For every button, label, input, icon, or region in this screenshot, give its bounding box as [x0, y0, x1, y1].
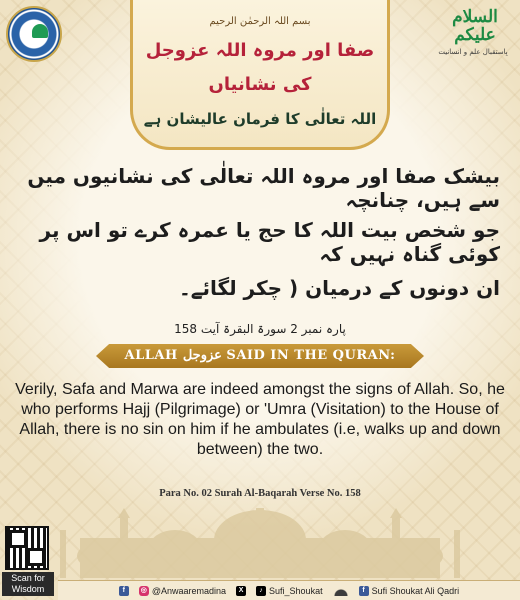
footer-item-facebook-page[interactable] [359, 586, 460, 596]
footer-item-tiktok[interactable] [256, 586, 323, 596]
madina-logo-seal [6, 6, 62, 62]
instagram-handle: @Anwaaremadina [151, 585, 227, 596]
urdu-verse-line-3: ان دونوں کے درمیان ( چکر لگائے۔ [179, 276, 500, 300]
tiktok-icon: ♪ [256, 586, 266, 596]
salaam-subtitle: بِاستقبال علم و انسانیت [438, 48, 508, 56]
english-reference: Para No. 02 Surah Al-Baqarah Verse No. 158 [159, 488, 361, 499]
salaam-logo: السلام علیکم [452, 7, 498, 45]
footer-item-facebook[interactable] [119, 586, 129, 596]
mosque-skyline [0, 508, 520, 578]
title-line-1: صفا اور مروہ اللہ عزوجل [145, 40, 375, 61]
quran-banner-text: ALLAH عزوجل SAID IN THE QURAN: [124, 348, 396, 363]
x-icon: X [236, 586, 246, 596]
footer-item-instagram[interactable] [139, 586, 226, 596]
qr-code[interactable] [5, 526, 49, 570]
green-dome-icon [32, 24, 48, 38]
facebook-page-name: Sufi Shoukat Ali Qadri [371, 585, 460, 596]
social-footer [58, 580, 520, 600]
english-translation: Verily, Safa and Marwa are indeed amongst the signs of Allah. So, he who performs Hajj (Pilgrimage) or 'Umra (Visitation) to the House of Allah, there is no sin on him if he ambulates (i.e, walks up and down between) the two. [15, 381, 505, 458]
qr-label: Scan for Wisdom [2, 572, 54, 596]
title-line-2: کی نشانیاں [208, 74, 312, 95]
instagram-icon: ◎ [140, 586, 147, 594]
bismillah-text: بسم اللہ الرحمٰن الرحیم [209, 16, 311, 27]
urdu-reference: پارہ نمبر 2 سورۃ البقرۃ آیت 158 [174, 322, 346, 336]
urdu-verse-line-1: بیشک صفا اور مروہ اللہ تعالٰی کی نشانیوں میں سے ہیں، چنانچہ [27, 164, 500, 212]
facebook-icon: f [119, 586, 129, 596]
tiktok-handle: Sufi_Shoukat [269, 585, 323, 596]
facebook-icon: f [359, 586, 369, 596]
title-line-3: اللہ تعالٰی کا فرمان عالیشان ہے [143, 110, 377, 128]
mosque-icon [333, 586, 349, 596]
footer-item-x[interactable] [236, 586, 246, 596]
urdu-verse-line-2: جو شخص بیت اللہ کا حج یا عمرہ کرے تو اس پر کوئی گناہ نہیں کہ [39, 218, 500, 266]
